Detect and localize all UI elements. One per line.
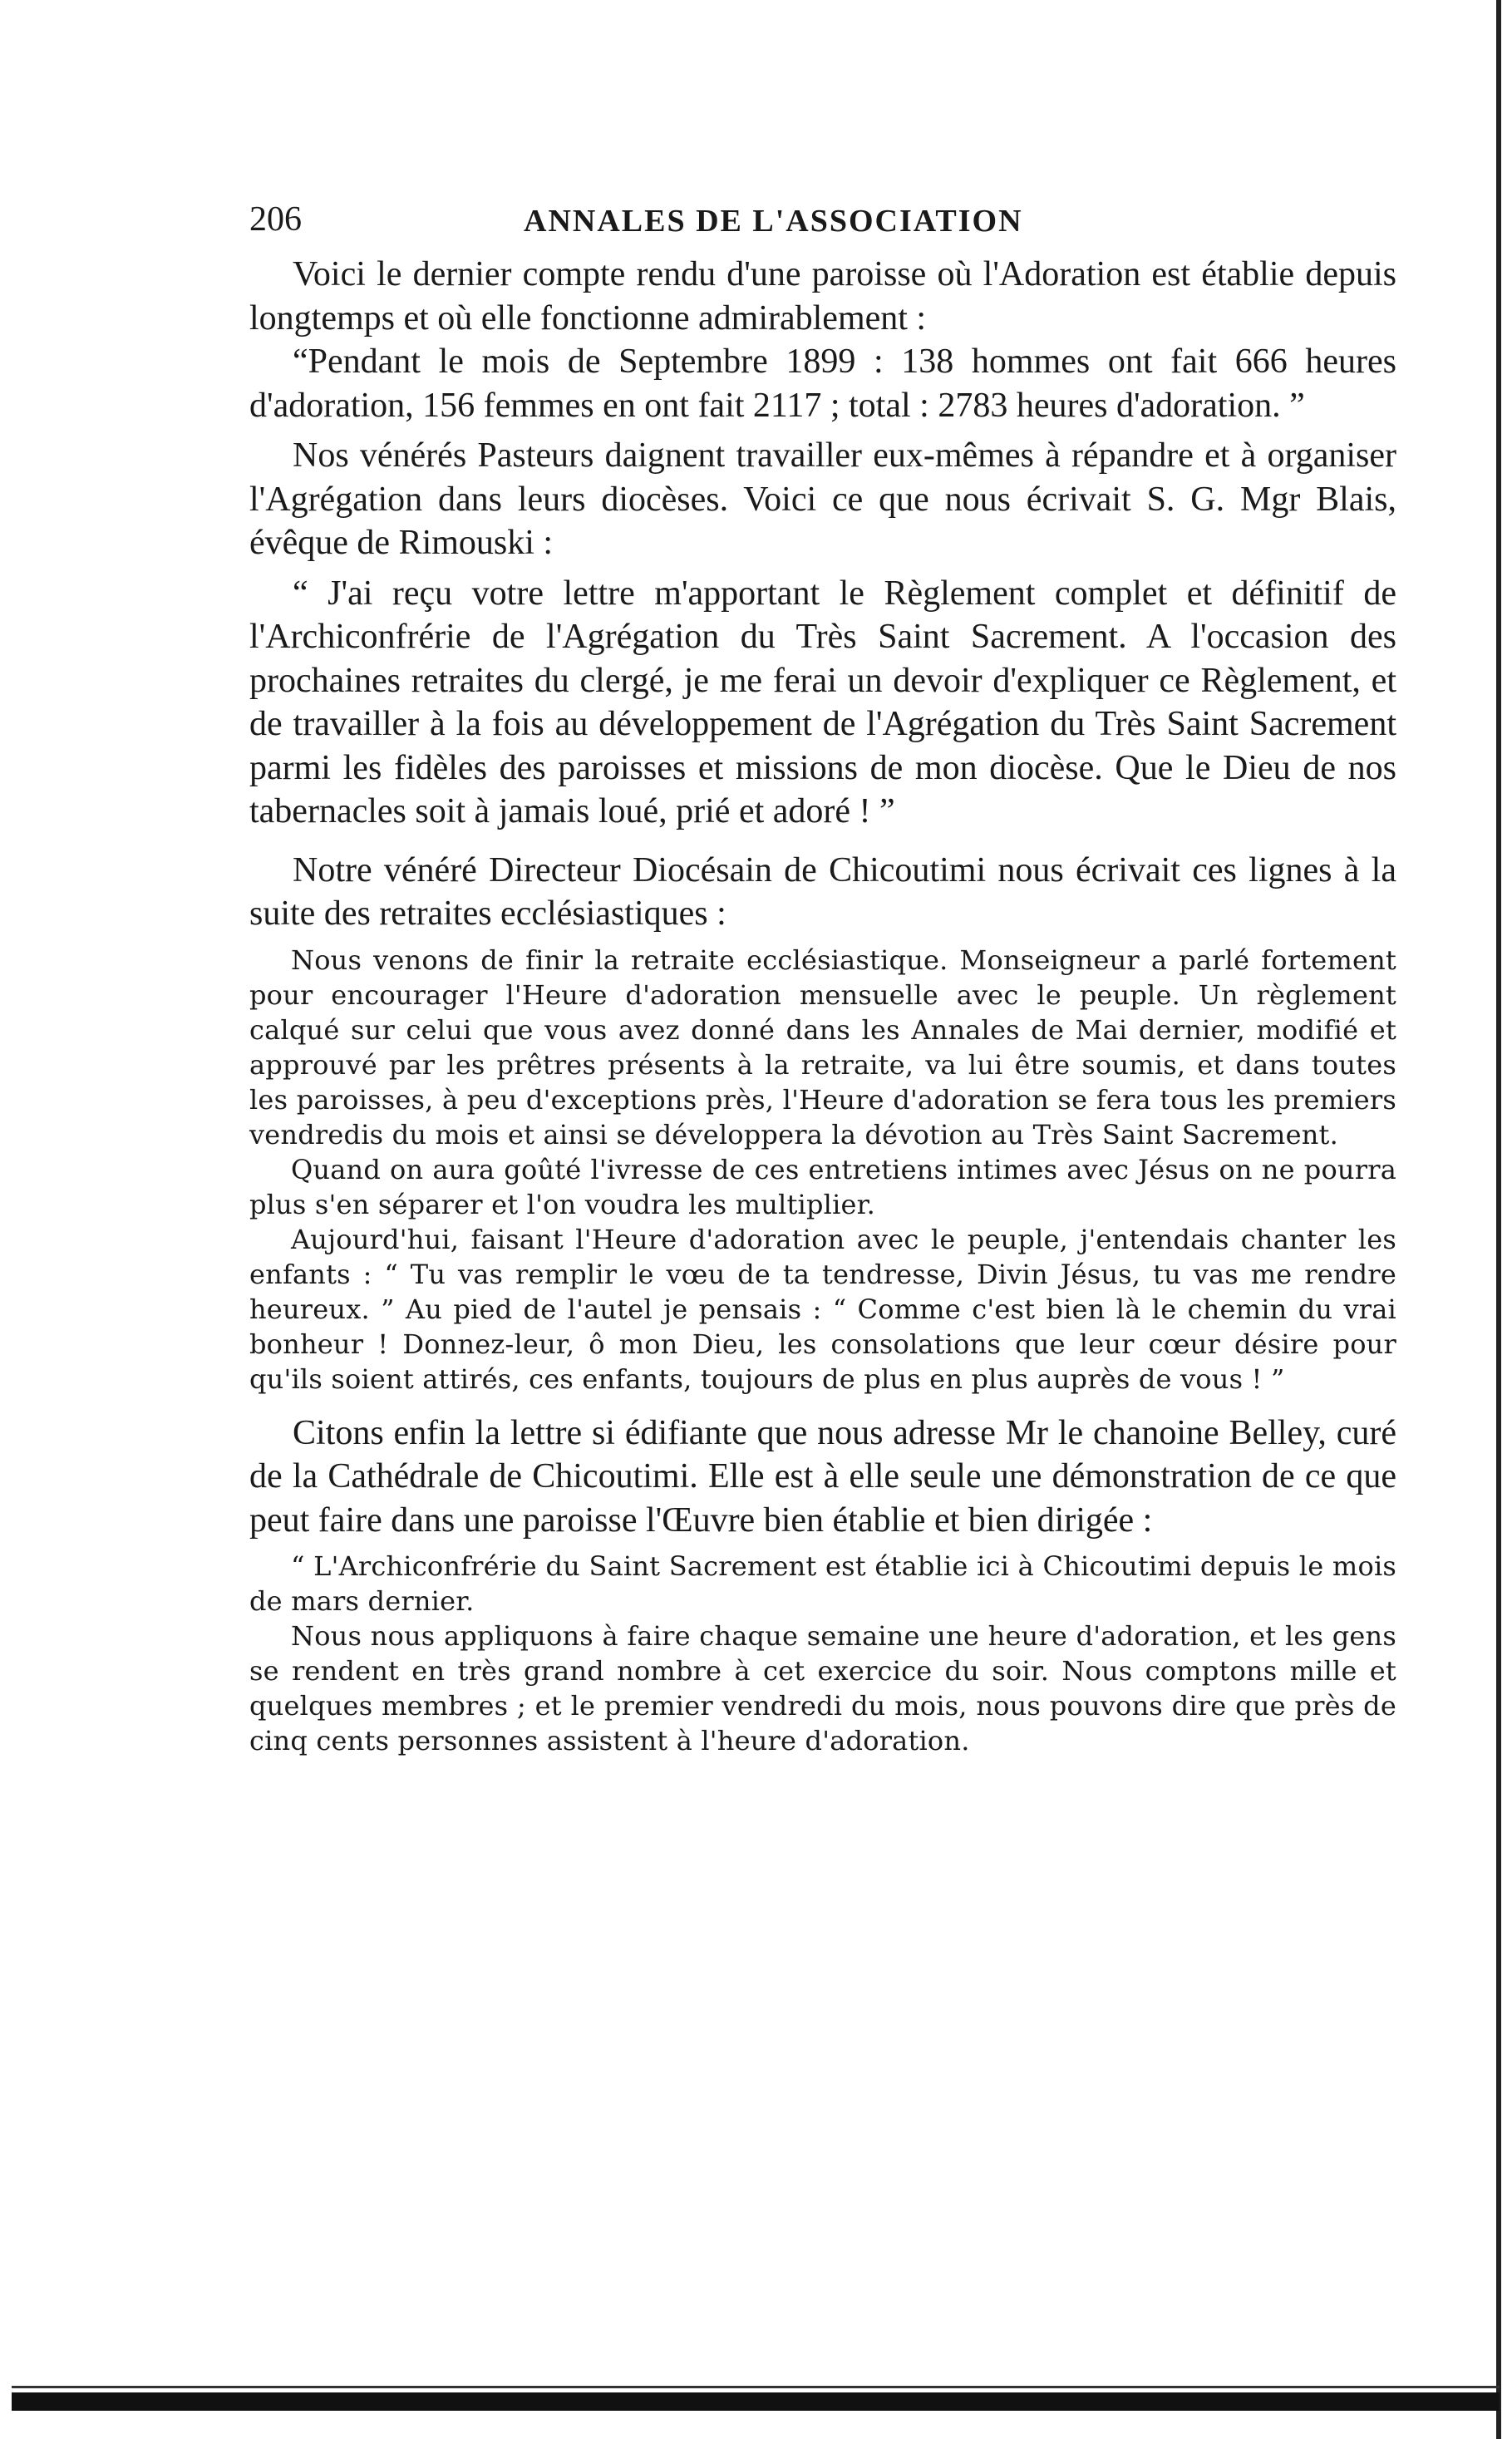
paragraph-9: Citons enfin la lettre si édifiante que nous adresse Mr le chanoine Belley, curé de la Cathédrale de Chicoutimi. Elle est à elle seule une démonstration de ce que peut faire dans une paroisse l'Œuvre bien établie et bien dirigée : bbox=[249, 1413, 1396, 1540]
page-number: 206 bbox=[249, 200, 302, 239]
paragraph-7-letter: Quand on aura goûté l'ivresse de ces entretiens intimes avec Jésus on ne pourra plus s'en séparer et l'on voudra les multiplier. bbox=[249, 1153, 1396, 1220]
bottom-rule-thin bbox=[12, 2386, 1500, 2388]
running-title: ANNALES DE L'ASSOCIATION bbox=[524, 204, 1023, 239]
running-head bbox=[249, 200, 1396, 249]
paragraph-3: Nos vénérés Pasteurs daignent travailler eux-mêmes à répandre et à organiser l'Agrégation dans leurs diocèses. Voici ce que nous écrivait S. G. Mgr Blais, évêque de Rimouski : bbox=[249, 436, 1396, 562]
page-content bbox=[249, 200, 1396, 1758]
paragraph-1: Voici le dernier compte rendu d'une paroisse où l'Adoration est établie depuis longtemps et où elle fonctionne admirablement : bbox=[249, 255, 1396, 338]
paragraph-11-letter: Nous nous appliquons à faire chaque semaine une heure d'adoration, et les gens se rendent en très grand nombre à cet exercice du soir. Nous comptons mille et quelques membres ; et le premier vendredi du mois, nous pouvons dire que près de cinq cents personnes assistent à l'heure d'adoration. bbox=[249, 1620, 1396, 1757]
paragraph-5: Notre vénéré Directeur Diocésain de Chicoutimi nous écrivait ces lignes à la suite des retraites ecclésiastiques : bbox=[249, 850, 1396, 933]
paragraph-4-quote: “ J'ai reçu votre lettre m'apportant le Règlement complet et définitif de l'Archiconfrérie de l'Agrégation du Très Saint Sacrement. A l'occasion des prochaines retraites du clergé, je me ferai un devoir d'expliquer ce Règlement, et de travailler à la fois au développement de l'Agrégation du Très Saint Sacrement parmi les fidèles des paroisses et missions de mon diocèse. Que le Dieu de nos tabernacles soit à jamais loué, prié et adoré ! ” bbox=[249, 574, 1396, 830]
paragraph-8-letter: Aujourd'hui, faisant l'Heure d'adoration avec le peuple, j'entendais chanter les enfants : “ Tu vas remplir le vœu de ta tendresse, Divin Jésus, tu vas me rendre heureux. ” Au pied de l'autel je pensais : “ Comme c'est bien là le chemin du vrai bonheur ! Donnez-leur, ô mon Dieu, les consolations que leur cœur désire pour qu'ils soient attirés, ces enfants, toujours de plus en plus auprès de vous ! ” bbox=[249, 1223, 1396, 1395]
page-edge-shadow bbox=[1496, 0, 1501, 2439]
bottom-rule-thick bbox=[12, 2392, 1500, 2411]
paragraph-6-letter: Nous venons de finir la retraite ecclésiastique. Monseigneur a parlé fortement pour encourager l'Heure d'adoration mensuelle avec le peuple. Un règlement calqué sur celui que vous avez donné dans les Annales de Mai dernier, modifié et approuvé par les prêtres présents à la retraite, va lui être soumis, et dans toutes les paroisses, à peu d'exceptions près, l'Heure d'adoration se fera tous les premiers vendredis du mois et ainsi se développera la dévotion au Très Saint Sacrement. bbox=[249, 944, 1396, 1151]
paragraph-2: “Pendant le mois de Septembre 1899 : 138 hommes ont fait 666 heures d'adoration, 156 femmes en ont fait 2117 ; total : 2783 heures d'adoration. ” bbox=[249, 342, 1396, 425]
paragraph-10-letter: “ L'Archiconfrérie du Saint Sacrement est établie ici à Chicoutimi depuis le mois de mars dernier. bbox=[249, 1550, 1396, 1617]
